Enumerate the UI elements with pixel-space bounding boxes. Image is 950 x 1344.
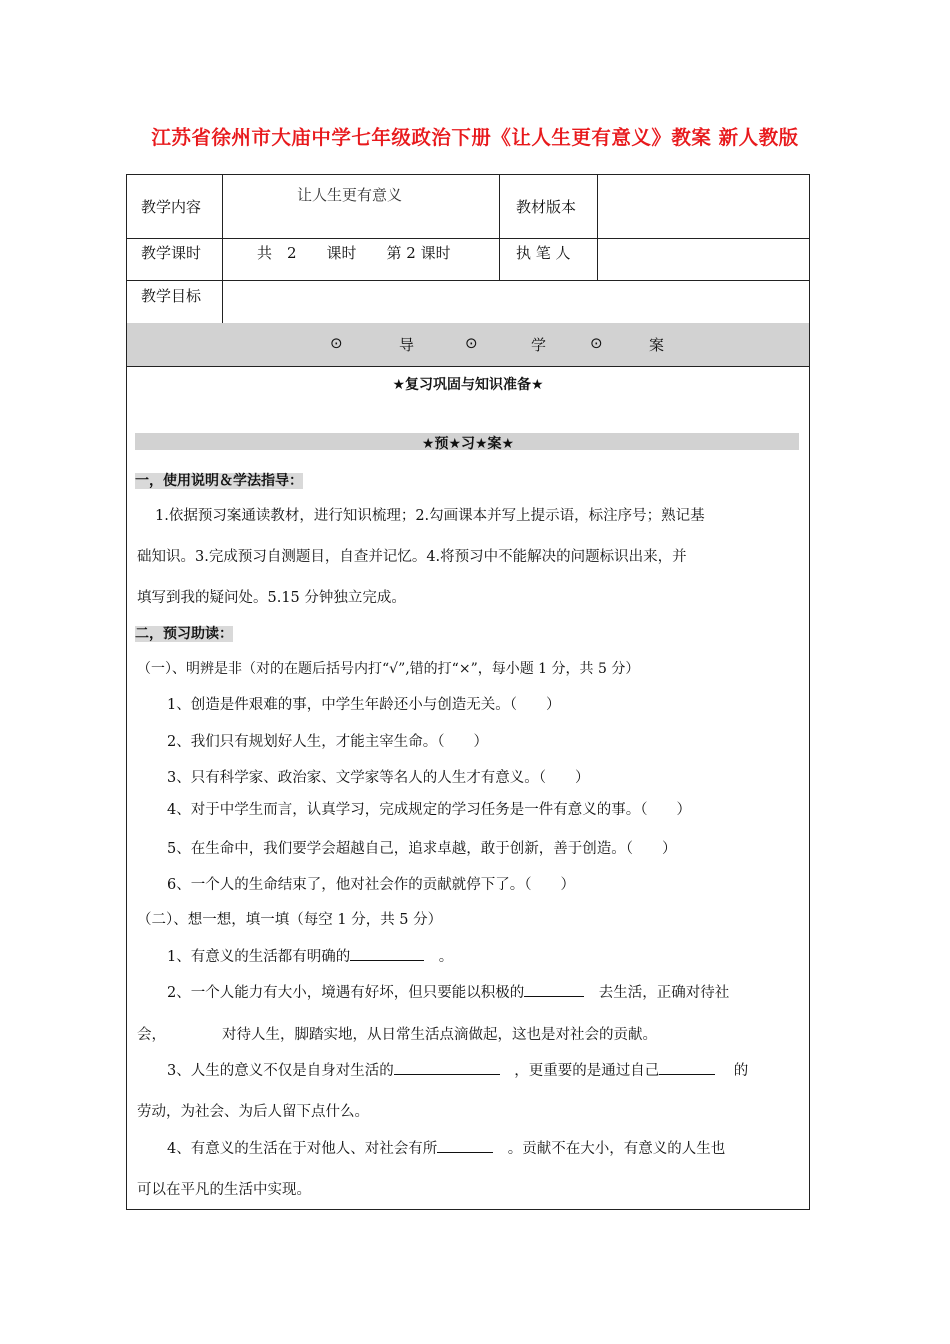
fill-q3-de: 的 — [733, 1063, 749, 1079]
judgment-item: 6、一个人的生命结束了，他对社会作的贡献就停下了。（ ） — [167, 877, 575, 893]
fill-q4-text: 4、有意义的生活在于对他人、对社会有所 — [167, 1141, 438, 1157]
fill-question-2 — [167, 981, 729, 1002]
table-col-divider — [222, 175, 223, 323]
lesson-plan-table — [126, 174, 810, 1210]
banner-char-study: 学 — [531, 336, 547, 354]
fill-q2-word: 会， — [137, 1027, 166, 1043]
fill-q4-cont: 。贡献不在大小，有意义的人生也 — [507, 1141, 726, 1157]
author-label: 执 笔 人 — [516, 244, 571, 262]
fill-question-2-cont — [137, 1023, 657, 1044]
answer-blank[interactable] — [524, 982, 584, 997]
fill-q2-cont: 去生活，正确对待社 — [598, 985, 730, 1001]
hours-label: 教学课时 — [141, 244, 202, 262]
judgment-item: 4、对于中学生而言，认真学习，完成规定的学习任务是一件有意义的事。（ ） — [167, 802, 691, 818]
answer-blank[interactable] — [350, 946, 424, 961]
fill-q2-text: 2、一个人能力有大小，境遇有好坏，但只要能以积极的 — [167, 985, 525, 1001]
table-col-divider — [499, 175, 500, 280]
answer-blank[interactable] — [659, 1060, 715, 1075]
instruction-line: 1.依据预习案通读教材，进行知识梳理；2.勾画课本并写上提示语，标注序号；熟记基 — [155, 508, 705, 524]
fill-q1-text: 1、有意义的生活都有明确的 — [167, 949, 351, 965]
judgment-item: 3、只有科学家、政治家、文学家等名人的人生才有意义。（ ） — [167, 770, 590, 786]
fill-question-4-cont: 可以在平凡的生活中实现。 — [137, 1182, 311, 1198]
table-col-divider — [597, 175, 598, 280]
judgment-item: 2、我们只有规划好人生，才能主宰生命。（ ） — [167, 734, 488, 750]
fill-q1-end: 。 — [438, 949, 454, 965]
table-row-divider — [127, 280, 809, 281]
goal-label: 教学目标 — [141, 287, 202, 305]
content-label: 教学内容 — [141, 198, 202, 216]
section2-heading — [135, 623, 233, 643]
section1-heading-text: 一，使用说明＆学法指导： — [135, 473, 303, 489]
fill-q3-cont: ，更重要的是通过自己 — [514, 1063, 660, 1079]
section1-heading — [135, 470, 303, 490]
guide-banner — [127, 323, 809, 366]
hours-value: 共 2 课时 第 2 课时 — [257, 244, 451, 262]
circle-dot-icon: ⊙ — [465, 334, 478, 352]
preview-heading: ★预★习★案★ — [421, 436, 515, 452]
circle-dot-icon: ⊙ — [330, 334, 343, 352]
fill-question-4 — [167, 1137, 725, 1158]
answer-blank[interactable] — [394, 1060, 500, 1075]
circle-dot-icon: ⊙ — [590, 334, 603, 352]
judgment-item: 1、创造是件艰难的事，中学生年龄还小与创造无关。（ ） — [167, 697, 561, 713]
instruction-line: 填写到我的疑问处。5.15 分钟独立完成。 — [137, 590, 406, 606]
banner-char-plan: 案 — [649, 336, 665, 354]
fill-question-1 — [167, 945, 453, 966]
fill-question-3 — [167, 1059, 748, 1080]
judgment-item: 5、在生命中，我们要学会超越自己，追求卓越，敢于创新，善于创造。（ ） — [167, 841, 677, 857]
edition-label: 教材版本 — [516, 198, 577, 216]
fill-instructions: （二）、想一想，填一填（每空 1 分，共 5 分） — [137, 912, 443, 928]
content-value: 让人生更有意义 — [297, 186, 403, 204]
document-title: 江苏省徐州市大庙中学七年级政治下册《让人生更有意义》教案 新人教版 — [151, 126, 799, 149]
judgment-instructions: （一）、明辨是非（对的在题后括号内打“√”,错的打“×”，每小题 1 分，共 5 分） — [137, 661, 640, 677]
instruction-line: 础知识。3.完成预习自测题目，自查并记忆。4.将预习中不能解决的问题标识出来，并 — [137, 549, 687, 565]
fill-q2-end: 对待人生，脚踏实地，从日常生活点滴做起，这也是对社会的贡献。 — [222, 1027, 657, 1043]
fill-question-3-cont: 劳动，为社会、为后人留下点什么。 — [137, 1104, 369, 1120]
review-heading: ★复习巩固与知识准备★ — [392, 377, 544, 393]
banner-char-guide: 导 — [399, 336, 415, 354]
fill-q3-text: 3、人生的意义不仅是自身对生活的 — [167, 1063, 394, 1079]
table-row-divider — [127, 366, 809, 367]
answer-blank[interactable] — [437, 1138, 493, 1153]
section2-heading-text: 二，预习助读： — [135, 626, 233, 642]
table-row-divider — [127, 238, 809, 239]
